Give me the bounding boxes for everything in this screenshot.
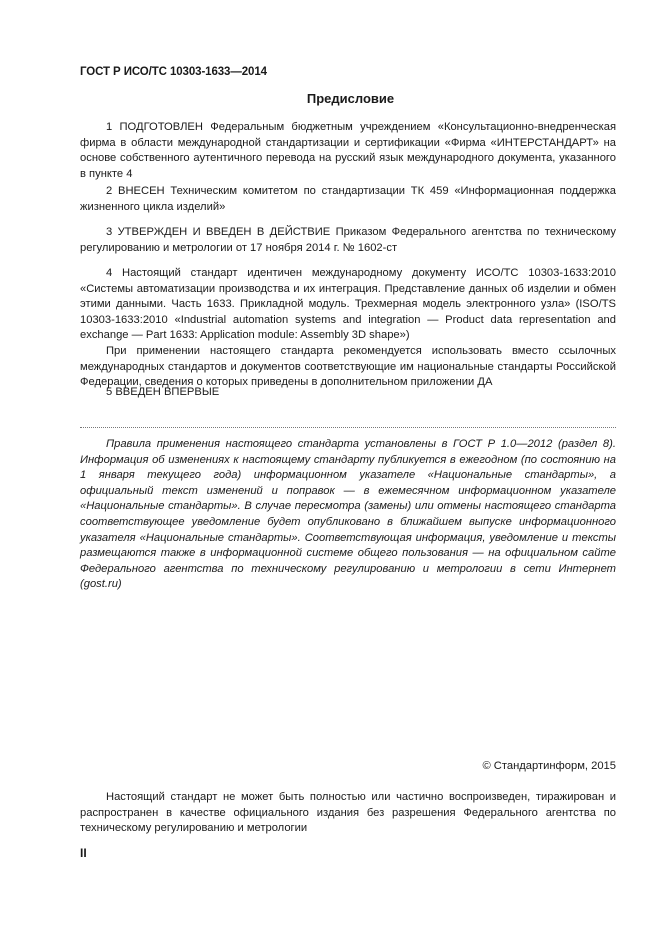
separator-line <box>80 427 616 428</box>
reproduction-notice <box>80 790 616 837</box>
paragraph: 4 Настоящий стандарт идентичен международному документу ИСО/ТС 10303-1633:2010 «Системы автоматизации производства и их интеграция. Представление данных об изделии и обмен этими данными. Часть 1633. Прикладной модуль. Трехмерная модель электронного узла» (ISO/TS 10303-1633:2010 «Industrial automation systems and integration — Product data representation and exchange — Part 1633: Application module: Assembly 3D shape») <box>80 267 616 342</box>
foreword-item-5 <box>80 385 616 401</box>
reproduction-text: Настоящий стандарт не может быть полностью или частично воспроизведен, тиражирован и распространен в качестве официального издания без разрешения Федерального агентства по техническому регулированию и метрологии <box>80 791 616 835</box>
foreword-item-2 <box>80 184 616 215</box>
paragraph: 1 ПОДГОТОВЛЕН Федеральным бюджетным учреждением «Консультационно-внедренческая фирма в области международной стандартизации и сертификации «Фирма «ИНТЕРСТАНДАРТ» на основе собственного аутентичного перевода на русский язык международного документа, указанного в пункте 4 <box>80 121 616 180</box>
paragraph: При применении настоящего стандарта рекомендуется использовать вместо ссылочных международных стандартов и документов соответствующие им национальные стандарты Российской Федерации, сведения о которых приведены в дополнительном приложении ДА <box>80 344 616 389</box>
note-text: Правила применения настоящего стандарта установлены в ГОСТ Р 1.0—2012 (раздел 8). Информация об изменениях к настоящему стандарту публикуется в ежегодном (по состоянию на 1 января текущего года) информационном указателе «Национальные стандарты», а официальный текст изменений и поправок — в ежемесячном информационном указателе «Национальные стандарты». В случае пересмотра (замены) или отмены настоящего стандарта соответствующее уведомление будет опубликовано в ближайшем выпуске информационного указателя «Национальные стандарты». Соответствующая информация, уведомление и тексты размещаются также в информационной системе общего пользования — на официальном сайте Федерального агентства по техническому регулированию и метрологии в сети Интернет (gost.ru) <box>80 438 616 591</box>
foreword-item-4 <box>80 266 616 391</box>
section-title: Предисловие <box>306 91 395 106</box>
document-designation: ГОСТ Р ИСО/ТС 10303-1633—2014 <box>80 66 267 78</box>
page-number: II <box>80 846 87 860</box>
foreword-item-3 <box>80 225 616 256</box>
paragraph: 5 ВВЕДЕН ВПЕРВЫЕ <box>106 386 220 398</box>
paragraph: 2 ВНЕСЕН Техническим комитетом по стандартизации ТК 459 «Информационная поддержка жизненного цикла изделий» <box>80 185 616 213</box>
foreword-item-1 <box>80 120 616 182</box>
paragraph: 3 УТВЕРЖДЕН И ВВЕДЕН В ДЕЙСТВИЕ Приказом Федерального агентства по техническому регулированию и метрологии от 17 ноября 2014 г. № 1602-ст <box>80 226 616 254</box>
application-rules-note <box>80 437 616 593</box>
copyright-notice: © Стандартинформ, 2015 <box>482 760 616 772</box>
